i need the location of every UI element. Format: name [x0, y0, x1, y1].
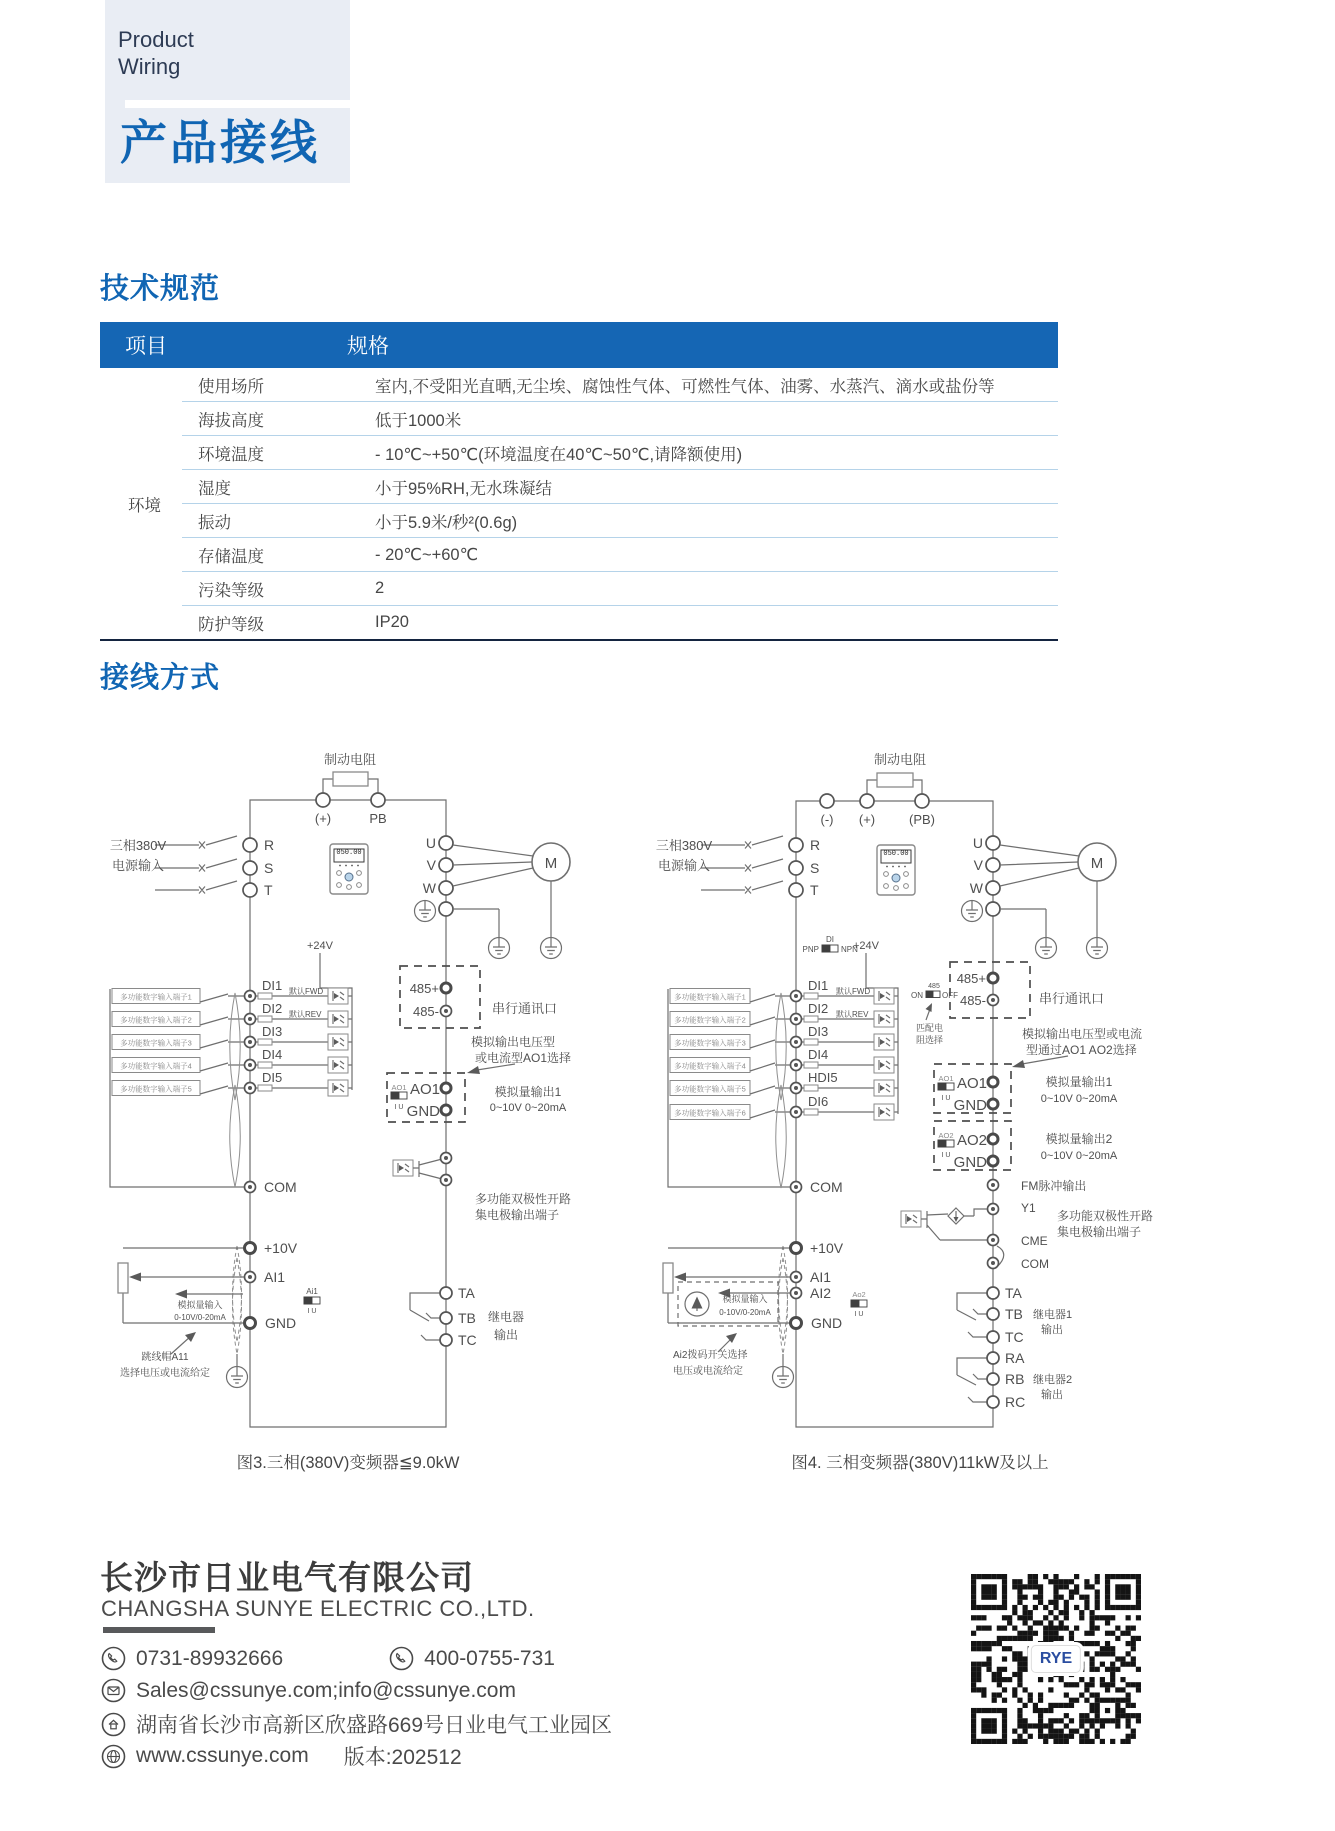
fig3-ao1-dip-tag: AO1: [391, 1083, 407, 1092]
svg-text:多功能数字输入端子5: 多功能数字输入端子5: [120, 1084, 192, 1094]
fig4-485plus-label: 485+: [956, 971, 986, 986]
figure-3-wiring-diagram: [85, 700, 585, 1480]
table-row: 振动 小于5.9米/秒²(0.6g): [182, 503, 1058, 537]
fig4-relay1-label-1: 继电器1: [1033, 1309, 1073, 1321]
fig3-serial-label: 串行通讯口: [492, 1001, 558, 1016]
fig3-jumper-note-1: 跳线帽A11: [141, 1352, 189, 1363]
svg-text:多功能数字输入端子1: 多功能数字输入端子1: [120, 992, 192, 1002]
fig4-terminal-AO1: AO1: [956, 1075, 987, 1092]
eyebrow-line-2: Wiring: [118, 54, 181, 79]
fig4-pulse-and-oc-outputs: [901, 1178, 1153, 1271]
fig4-plus-terminal-label: (+): [858, 812, 876, 827]
svg-text:DI2: DI2: [808, 1001, 829, 1016]
fig4-terminal-COM: COM: [810, 1179, 843, 1195]
svg-text:默认FWD: 默认FWD: [289, 987, 324, 996]
phone-group-2: [388, 1645, 555, 1672]
fig4-relay2-label-1: 继电器2: [1033, 1374, 1073, 1386]
fig4-485-on-label: ON: [911, 991, 923, 1000]
fig4-analog-out2-label-2: 0~10V 0~20mA: [1040, 1150, 1118, 1162]
fig3-oc-label-1: 多功能双极性开路: [475, 1192, 572, 1206]
fig4-shield-cable: [773, 993, 794, 1388]
fig4-terminal-TA: TA: [1005, 1285, 1022, 1301]
fig4-terminal-U: U: [972, 835, 983, 851]
fig4-terminal-RC: RC: [1005, 1394, 1026, 1410]
fig4-ao2-box-dip-iu: I U: [941, 1152, 951, 1159]
qr-center-logo: RYE: [1031, 1645, 1081, 1673]
fig3-di-row: [112, 1047, 352, 1073]
version-label: 版本:202512: [343, 1746, 462, 1769]
fig4-terminal-T: T: [810, 882, 819, 898]
fig3-analog-output: [387, 1034, 571, 1122]
fig4-ao2-box-dip-tag: AO2: [938, 1131, 954, 1140]
fig4-ao-select-2: 型通过AO1 AO2选择: [1026, 1043, 1137, 1057]
fig4-analog-output-2: [934, 1121, 1118, 1171]
fig3-brake-resistor: [315, 752, 387, 826]
fig3-plus-terminal-label: (+): [314, 811, 332, 826]
fig4-minus-terminal-label: (-): [820, 812, 834, 827]
fig4-485-switch-tag: 485: [928, 983, 940, 990]
fig3-mains-label-1: 三相380V: [109, 838, 167, 853]
table-row: 环境温度 - 10℃~+50℃(环境温度在40℃~50℃,请降额使用): [182, 435, 1058, 469]
svg-text:多功能数字输入端子2: 多功能数字输入端子2: [674, 1015, 746, 1025]
col-item: 项目: [125, 335, 167, 358]
eyebrow-line-1: Product: [118, 27, 194, 52]
fig4-brake-resistor: [820, 752, 935, 827]
table-row: 存储温度 - 20℃~+60℃: [182, 537, 1058, 571]
fig4-relay-output-1: [957, 1285, 1072, 1345]
fig3-jumper-note-2: 选择电压或电流给定: [120, 1368, 210, 1379]
email-row: [100, 1677, 516, 1704]
fig4-ao2-dip-tag: Ao2: [852, 1290, 866, 1299]
fig4-terminal-10V: +10V: [810, 1240, 844, 1256]
wiring-section-heading: 接线方式: [100, 662, 221, 694]
fig4-relay2-label-2: 输出: [1041, 1389, 1063, 1401]
figure-4: [560, 700, 1220, 1480]
fig4-485minus-label: 485-: [959, 993, 986, 1008]
svg-text:默认REV: 默认REV: [836, 1010, 869, 1019]
phone-number-1: 0731-89932666: [136, 1646, 284, 1670]
fig3-terminal-S: S: [264, 860, 274, 876]
fig4-ao1-dip-iu: I U: [941, 1095, 951, 1102]
fig3-terminal-10V: +10V: [264, 1240, 298, 1256]
fig4-di-row: [670, 1024, 898, 1050]
qr-code: [971, 1574, 1141, 1744]
svg-text:默认FWD: 默认FWD: [836, 987, 871, 996]
fig3-oc-label-2: 集电极输出端子: [475, 1208, 560, 1222]
fig4-motor-label: M: [1090, 855, 1104, 872]
fig4-di-switch-tag: DI: [826, 935, 834, 944]
fig4-serial-label: 串行通讯口: [1039, 991, 1105, 1006]
fig3-relay-label-2: 输出: [494, 1328, 519, 1342]
fig3-terminal-COM: COM: [264, 1179, 297, 1195]
spec-table: [100, 322, 1058, 641]
fig3-shield-cable: [227, 993, 248, 1388]
fig4-di-row: [670, 1047, 898, 1073]
header-block: [105, 0, 350, 183]
fig4-di-row: [670, 978, 898, 1004]
fig4-pnp-npn-switch: [803, 935, 859, 954]
fig3-keypad: [330, 844, 368, 894]
fig4-motor-output: [962, 835, 1117, 959]
fig4-npn-label: NPN: [841, 945, 858, 954]
fig3-terminal-U: U: [425, 835, 436, 851]
fig4-relay-output-2: [957, 1350, 1072, 1410]
fig3-mains-input: [110, 836, 274, 898]
fig3-motor-label: M: [544, 855, 558, 872]
fig4-ai2-note-1: Ai2拨码开关选择: [673, 1350, 748, 1361]
svg-text:多功能数字输入端子2: 多功能数字输入端子2: [120, 1015, 192, 1025]
table-row: 使用场所 室内,不受阳光直晒,无尘埃、腐蚀性气体、可燃性气体、油雾、水蒸汽、滴水或盐份等: [198, 377, 995, 396]
fig3-terminal-AO1-GND: GND: [406, 1103, 440, 1120]
fig4-pnp-label: PNP: [802, 945, 819, 954]
fig3-terminal-GND: GND: [265, 1315, 297, 1331]
fig3-terminal-W: W: [422, 880, 436, 896]
phone-icon: [100, 1645, 127, 1672]
svg-text:DI3: DI3: [808, 1024, 829, 1039]
svg-text:HDI5: HDI5: [808, 1070, 838, 1085]
fig4-match-resistor-2: 阻选择: [916, 1035, 944, 1045]
fig3-ao-select-1: 模拟输出电压型: [471, 1035, 556, 1049]
fig4-terminal-GND: GND: [811, 1315, 843, 1331]
figure-3: [85, 700, 585, 1480]
email-address: Sales@cssunye.com;info@cssunye.com: [136, 1678, 516, 1702]
svg-text:DI4: DI4: [808, 1047, 829, 1062]
fig3-di-row: [112, 1024, 352, 1050]
fig3-terminal-R: R: [264, 837, 275, 853]
fig4-analog-out1-label-1: 模拟量输出1: [1045, 1075, 1113, 1089]
fig3-open-collector-output: [393, 1153, 571, 1223]
fig3-serial-port: [400, 966, 557, 1028]
fig4-terminal-S: S: [810, 860, 820, 876]
fig4-oc-label-2: 集电极输出端子: [1057, 1225, 1142, 1239]
fig3-terminal-T: T: [264, 882, 273, 898]
fig3-motor-output: [415, 835, 571, 959]
fig4-terminal-TC: TC: [1005, 1329, 1024, 1345]
fig3-relay-output: [410, 1285, 524, 1348]
globe-icon: [100, 1743, 127, 1770]
fig4-analog-input: [663, 1240, 867, 1377]
fig4-terminal-V: V: [973, 857, 983, 873]
fig4-terminal-RB: RB: [1005, 1371, 1025, 1387]
website-row: [100, 1741, 462, 1771]
fig3-ai1-dip-tag: Ai1: [306, 1287, 318, 1296]
svg-text:多功能数字输入端子1: 多功能数字输入端子1: [674, 992, 746, 1002]
group-label-environment: 环境: [128, 496, 161, 515]
fig3-485plus-label: 485+: [409, 981, 439, 996]
phone-icon: [388, 1645, 415, 1672]
fig4-terminal-AI2: AI2: [810, 1285, 832, 1301]
mail-icon: [100, 1677, 127, 1704]
svg-text:DI3: DI3: [262, 1024, 283, 1039]
page-title: 产品接线: [120, 116, 320, 169]
table-row: 湿度 小于95%RH,无水珠凝结: [182, 469, 1058, 503]
fig3-relay-label-1: 继电器: [488, 1310, 525, 1324]
spec-section-heading: 技术规范: [100, 273, 221, 305]
svg-text:默认REV: 默认REV: [289, 1010, 322, 1019]
fig4-terminal-AO1-GND: GND: [953, 1097, 987, 1114]
fig4-caption: 图4. 三相变频器(380V)11kW及以上: [791, 1454, 1049, 1472]
fig4-terminal-COM2: COM: [1021, 1257, 1049, 1271]
eyebrow-title: [118, 26, 194, 80]
fig3-ao-select-2: 或电流型AO1选择: [475, 1051, 572, 1065]
fig3-di-row: [112, 978, 352, 1004]
fig3-terminal-TC: TC: [458, 1332, 477, 1348]
fig3-keypad-display: 050.00: [336, 849, 362, 857]
company-name-en: CHANGSHA SUNYE ELECTRIC CO.,LTD.: [101, 1596, 535, 1621]
fig3-terminal-AO1: AO1: [409, 1081, 440, 1098]
fig4-24v-label: +24V: [853, 940, 879, 952]
fig4-ai2-note-2: 电压或电流给定: [673, 1366, 743, 1377]
fig3-analog-in-label-2: 0-10V/0-20mA: [174, 1313, 226, 1322]
fig3-terminal-AI1: AI1: [264, 1269, 286, 1285]
fig3-ai1-dip-iu: I U: [307, 1308, 317, 1315]
phone-number-2: 400-0755-731: [424, 1646, 555, 1670]
svg-text:多功能数字输入端子4: 多功能数字输入端子4: [674, 1061, 746, 1071]
address-row: [100, 1709, 612, 1739]
svg-text:DI4: DI4: [262, 1047, 283, 1062]
phone-row: [100, 1645, 555, 1672]
svg-text:多功能数字输入端子3: 多功能数字输入端子3: [674, 1038, 746, 1048]
fig4-analog-in-label-2: 0-10V/0-20mA: [719, 1308, 771, 1317]
fig4-keypad: [877, 845, 915, 895]
fig3-terminal-TA: TA: [458, 1285, 475, 1301]
fig4-terminal-Y1: Y1: [1021, 1201, 1036, 1215]
fig3-24v-label: +24V: [307, 940, 333, 952]
spec-table-header: [100, 322, 1058, 368]
fig3-terminal-TB: TB: [458, 1310, 476, 1326]
fig4-brake-label: 制动电阻: [873, 752, 927, 767]
table-row: 防护等级 IP20: [182, 605, 1058, 639]
fig4-terminal-AI1: AI1: [810, 1269, 832, 1285]
fig4-ao1-dip-tag: AO1: [938, 1074, 954, 1083]
svg-text:DI1: DI1: [262, 978, 283, 993]
svg-text:DI1: DI1: [808, 978, 829, 993]
fig4-oc-label-1: 多功能双极性开路: [1057, 1209, 1154, 1223]
fig4-ao-select-1: 模拟输出电压型或电流: [1022, 1027, 1143, 1041]
fig4-terminal-W: W: [969, 880, 983, 896]
fig4-terminal-TB: TB: [1005, 1306, 1023, 1322]
fig4-analog-in-label-1: 模拟量输入: [722, 1294, 768, 1304]
svg-text:多功能数字输入端子4: 多功能数字输入端子4: [120, 1061, 192, 1071]
spec-table-body: [100, 368, 1058, 641]
table-row: 污染等级 2: [182, 571, 1058, 605]
website-url: www.cssunye.com: [136, 1744, 309, 1767]
figure-4-wiring-diagram: [560, 700, 1220, 1480]
fig4-analog-out1-label-2: 0~10V 0~20mA: [1040, 1093, 1118, 1105]
fig4-mains-label-2: 电源输入: [657, 858, 711, 873]
fig3-caption: 图3.三相(380V)变频器≦9.0kW: [236, 1454, 460, 1472]
company-name-cn: 长沙市日业电气有限公司: [100, 1559, 474, 1596]
col-value: 规格: [347, 335, 389, 358]
fig4-mains-input: [656, 836, 820, 898]
location-icon: [100, 1711, 127, 1738]
svg-text:DI6: DI6: [808, 1094, 829, 1109]
fig3-analog-in-label-1: 模拟量输入: [177, 1300, 223, 1310]
fig4-relay1-label-2: 输出: [1041, 1324, 1063, 1336]
svg-text:多功能数字输入端子5: 多功能数字输入端子5: [674, 1084, 746, 1094]
fig4-pb-terminal-label: (PB): [909, 812, 935, 827]
fig4-485-off-label: OFF: [942, 991, 958, 1000]
table-row: 海拔高度 低于1000米: [182, 401, 1058, 435]
fig3-brake-label: 制动电阻: [323, 752, 377, 767]
svg-text:多功能数字输入端子3: 多功能数字输入端子3: [120, 1038, 192, 1048]
fig4-analog-output-1: [934, 1026, 1142, 1114]
fig4-terminal-RA: RA: [1005, 1350, 1025, 1366]
svg-text:多功能数字输入端子6: 多功能数字输入端子6: [674, 1108, 746, 1118]
fig3-analog-out-label-2: 0~10V 0~20mA: [489, 1102, 567, 1114]
fig4-ao2-dip-iu: I U: [854, 1311, 864, 1318]
fig3-485minus-label: 485-: [412, 1004, 439, 1019]
fig4-terminal-AO2: AO2: [956, 1132, 987, 1149]
svg-text:DI5: DI5: [262, 1070, 283, 1085]
svg-text:DI2: DI2: [262, 1001, 283, 1016]
fig4-analog-out2-label-1: 模拟量输出2: [1045, 1132, 1113, 1146]
fig4-mains-label-1: 三相380V: [655, 838, 713, 853]
fig3-terminal-V: V: [426, 857, 436, 873]
fig3-analog-out-label-1: 模拟量输出1: [494, 1085, 562, 1099]
fig4-keypad-display: 050.00: [883, 850, 909, 858]
fig4-terminal-R: R: [810, 837, 821, 853]
company-address: 湖南省长沙市高新区欣盛路669号日业电气工业园区: [136, 1714, 613, 1737]
fig3-analog-input: [118, 1240, 320, 1379]
footer-accent-bar: [103, 1627, 215, 1633]
fig4-terminal-AO2-GND: GND: [953, 1154, 987, 1171]
fig3-ao1-dip-iu: I U: [394, 1104, 404, 1111]
fig4-terminal-CME: CME: [1021, 1234, 1048, 1248]
fig3-mains-label-2: 电源输入: [111, 858, 165, 873]
fig3-pb-terminal-label: PB: [369, 811, 387, 826]
fig4-fm-label: FM脉冲输出: [1021, 1179, 1087, 1193]
fig4-match-resistor-1: 匹配电: [916, 1023, 944, 1033]
